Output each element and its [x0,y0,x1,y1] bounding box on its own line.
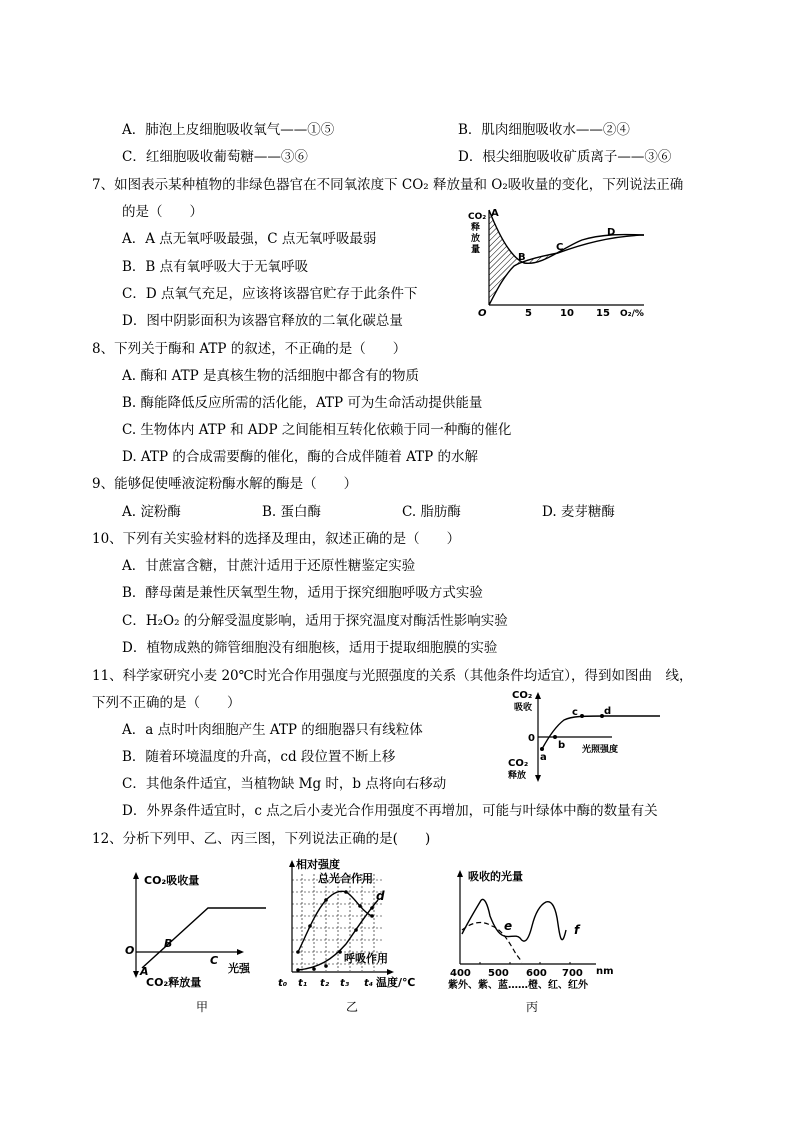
q11-bottom-label-0: CO₂ [508,758,529,769]
q8-option-d: D. ATP 的合成需要酶的催化，酶的合成伴随着 ATP 的水解 [122,449,478,465]
q7-stem: 7、如图表示某种植物的非绿色器官在不同氧浓度下 CO₂ 释放量和 O₂吸收量的变化，下列说法正确 [92,177,684,193]
q7-ylabel-3: 量 [471,245,481,255]
q11-option-d: D．外界条件适宜时，c 点之后小麦光合作用强度不再增加，可能与叶绿体中酶的数量有关 [122,803,658,819]
figure-bing [446,864,626,989]
yi-xlabel: 温度/℃ [376,976,416,989]
q7-xlabel: O₂/% [620,309,644,319]
jia-origin: O [125,944,135,957]
q11-option-c: C．其他条件适宜，当植物缺 Mg 时，b 点将向右移动 [122,776,447,792]
q6-option-c: C．红细胞吸收葡萄糖——③⑥ [122,149,308,165]
q7-option-a: A．A 点无氧呼吸最强，C 点无氧呼吸最弱 [122,231,377,247]
q10-option-d: D．植物成熟的筛管细胞没有细胞核，适用于提取细胞膜的实验 [122,640,498,656]
yi-ylabel: 相对强度 [296,858,340,871]
q7-origin: O [478,308,487,319]
q11-bottom-label-1: 释放 [508,771,527,781]
bing-y-arrow [457,870,463,877]
yi-curve2-label: 呼吸作用 [344,952,388,965]
figure-jia [118,868,278,998]
jia-ylabel-top: CO₂吸收量 [144,874,200,887]
bing-curve-f [462,899,566,941]
jia-x-arrow [237,949,244,955]
yi-xtick-t3: t₃ [340,978,350,989]
q7-xtick-5: 5 [525,308,532,319]
bing-unit: nm [596,966,614,977]
q7-ylabel-1: 释 [471,223,481,233]
q6-option-d: D．根尖细胞吸收矿质离子——③⑥ [458,149,672,165]
bing-point-f: f [574,923,580,937]
q12-stem: 12、分析下列甲、乙、丙三图，下列说法正确的是( ) [92,831,431,847]
jia-y-arrow-down [133,971,139,978]
q11-option-b: B．随着环境温度的升高，cd 段位置不断上移 [122,749,396,765]
yi-point-d: d [376,889,385,903]
q9-option-a: A. 淀粉酶 [122,504,181,520]
q11-point-d: d [604,706,612,717]
bing-point-e: e [504,919,513,933]
q11-dot-b [553,735,557,739]
q9-stem: 9、能够促使唾液淀粉酶水解的酶是（ ） [92,476,358,492]
jia-point-b: B [164,937,173,950]
q7-xtick-10: 10 [560,308,574,319]
q7-xtick-15: 15 [596,308,610,319]
q7-stem-cont: 的是（ ） [122,204,203,220]
q11-origin: 0 [528,733,535,744]
q11-y-arrow-down [535,775,541,782]
q11-stem: 11、科学家研究小麦 20℃时光合作用强度与光照强度的关系（其他条件均适宜），得到如图曲 线， [92,668,693,684]
q10-option-b: B．酵母菌是兼性厌氧型生物，适用于探究细胞呼吸方式实验 [122,585,483,601]
bing-caption-text: 丙 [526,1000,539,1014]
jia-caption-text: 甲 [196,1000,209,1014]
q8-option-a: A. 酶和 ATP 是真核生物的活细胞中都含有的物质 [122,368,420,384]
bing-xtick-700: 700 [562,968,583,979]
jia-point-a: A [140,965,149,978]
yi-y-arrow [289,860,295,867]
bing-spectrum: 紫外、紫、蓝……橙、红、红外 [448,980,588,989]
q10-option-c: C．H₂O₂ 的分解受温度影响，适用于探究温度对酶活性影响实验 [122,613,508,629]
q11-point-b: b [558,740,566,751]
q7-point-c: C [556,242,564,253]
q7-point-b: B [518,252,526,263]
yi-curve1-label: 总光合作用 [318,872,373,885]
yi-xtick-t0: t₀ [278,978,288,989]
bing-xtick-400: 400 [450,968,471,979]
bing-curve-e [462,923,522,962]
q6-option-a: A．肺泡上皮细胞吸收氧气——①⑤ [122,122,335,138]
figure-yi [270,856,430,996]
bing-ylabel: 吸收的光量 [468,870,523,883]
jia-point-c: C [210,954,219,967]
yi-xtick-t4: t₄ [364,978,374,989]
q9-option-c: C. 脂肪酶 [402,504,461,520]
yi-x-arrow [387,969,394,975]
bing-xtick-600: 600 [526,968,547,979]
yi-xtick-t1: t₁ [298,978,308,989]
q11-xlabel: 光照强度 [582,745,619,755]
q6-option-b: B．肌肉细胞吸收水——②④ [458,122,630,138]
yi-caption-text: 乙 [346,1000,359,1014]
q7-ylabel-2: 放 [471,234,481,244]
q9-option-d: D. 麦芽糖酶 [542,504,615,520]
q7-ylabel-0: CO₂ [468,212,487,222]
q11-top-label-1: 吸收 [514,703,533,713]
q7-point-d: D [607,227,616,238]
q7-option-c: C．D 点氧气充足，应该将该器官贮存于此条件下 [122,286,418,302]
q11-point-c: c [572,707,578,718]
q11-y-arrow-up [535,692,541,699]
q10-stem: 10、下列有关实验材料的选择及理由，叙述正确的是（ ） [92,531,461,547]
q10-option-a: A．甘蔗富含糖，甘蔗汁适用于还原性糖鉴定实验 [122,558,416,574]
q8-stem: 8、下列关于酶和 ATP 的叙述，不正确的是（ ） [92,341,407,357]
q7-figure [462,200,662,325]
o2-uptake-curve [489,235,644,305]
bing-xtick-500: 500 [488,968,509,979]
jia-curve [142,908,266,968]
yi-xtick-t2: t₂ [320,978,330,989]
q8-option-b: B. 酶能降低反应所需的活化能，ATP 可为生命活动提供能量 [122,395,483,411]
q11-dot-c [580,714,584,718]
q11-figure [500,686,670,786]
q11-point-a: a [540,752,547,763]
q8-option-c: C. 生物体内 ATP 和 ADP 之间能相互转化依赖于同一种酶的催化 [122,422,512,438]
q7-option-b: B．B 点有氧呼吸大于无氧呼吸 [122,259,309,275]
q11-dot-a [540,747,544,751]
jia-ylabel-bottom: CO₂释放量 [146,976,202,989]
jia-y-arrow-up [133,872,139,879]
q7-option-d: D．图中阴影面积为该器官释放的二氧化碳总量 [122,313,403,329]
q11-top-label-0: CO₂ [512,690,533,701]
q11-stem-cont: 下列不正确的是（ ） [92,695,241,711]
q9-option-b: B. 蛋白酶 [262,504,322,520]
q7-point-a: A [491,208,499,219]
q11-option-a: A．a 点时叶肉细胞产生 ATP 的细胞器只有线粒体 [122,722,423,738]
jia-xlabel: 光强 [228,962,250,975]
